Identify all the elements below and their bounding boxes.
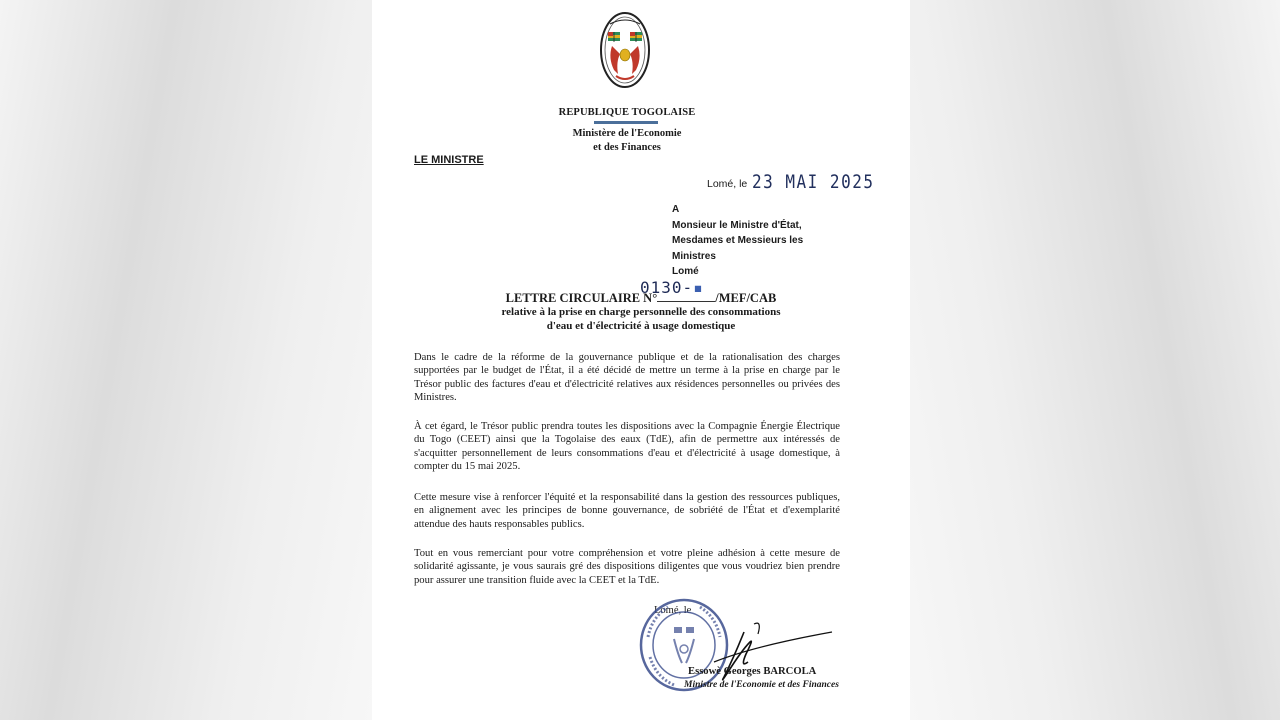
circular-title-suffix: /MEF/CAB: [715, 291, 777, 305]
recipient-line: Mesdames et Messieurs les: [672, 235, 804, 246]
recipient-line: A: [672, 204, 680, 215]
flag-divider-line: [594, 121, 658, 124]
signatory-title: Ministre de l'Economie et des Finances: [684, 680, 839, 690]
background-blur-right: [910, 0, 1280, 720]
place-label: Lomé, le: [707, 178, 748, 190]
coat-of-arms-icon: [598, 10, 652, 90]
republic-name: REPUBLIQUE TOGOLAISE: [558, 107, 696, 118]
signature-place: Lomé, le: [654, 605, 692, 616]
date-stamp: 23 MAI 2025: [752, 170, 875, 193]
circular-title-prefix: LETTRE CIRCULAIRE N°: [505, 291, 658, 305]
circular-number: 0130-: [640, 278, 694, 297]
subtitle-line-2: d'eau et d'électricité à usage domestique: [546, 319, 736, 332]
circular-subtitle: [372, 306, 910, 333]
body-paragraph-2: À cet égard, le Trésor public prendra toutes les dispositions avec la Compagnie Énergie Électrique du Togo (CEET) ainsi que la Togolaise des eaux (TdE), afin de permettre aux intéressés de s'acquitter personnellement de leurs consommations d'eau et d'électricité à usage domestique, à compter du 15 mai 2025.: [414, 421, 840, 472]
body-paragraph-1: Dans le cadre de la réforme de la gouvernance publique et de la rationalisation des charges supportées par le budget de l'État, il a été décidé de mettre un terme à la prise en charge par le Trésor public des factures d'eau et d'électricité relatives aux résidences personnelles ou privées des Ministres.: [414, 352, 840, 403]
number-smudge-icon: ▪: [693, 278, 704, 297]
recipient-block: [672, 202, 803, 280]
body-paragraph-3: Cette mesure vise à renforcer l'équité et la responsabilité dans la gestion des ressources publiques, en alignement avec les principes de bonne gouvernance, de sobriété de l'État et d'exemplarité attendue des hauts responsables publics.: [414, 492, 840, 530]
recipient-line: Lomé: [672, 266, 699, 277]
circular-number-stamp: [640, 278, 704, 297]
ministry-line-2: et des Finances: [593, 142, 661, 153]
body-paragraph-4: Tout en vous remerciant pour votre compréhension et votre pleine adhésion à cette mesure de solidarité agissante, je vous saurais gré des dispositions diligentes que vous voudriez bien prendre pour assurer une transition fluide avec la CEET et la TdE.: [414, 548, 840, 586]
ministry-name: [522, 127, 732, 155]
signatory-name: Essowè Georges BARCOLA: [688, 666, 817, 677]
letter-page: [372, 0, 910, 720]
office-heading: LE MINISTRE: [414, 154, 484, 166]
subtitle-line-1: relative à la prise en charge personnelle des consommations: [501, 306, 781, 318]
recipient-line: Ministres: [672, 250, 716, 262]
ministry-line-1: Ministère de l'Economie: [572, 128, 682, 139]
background-blur-left: [0, 0, 372, 720]
recipient-line: Monsieur le Ministre d'État,: [672, 219, 802, 231]
